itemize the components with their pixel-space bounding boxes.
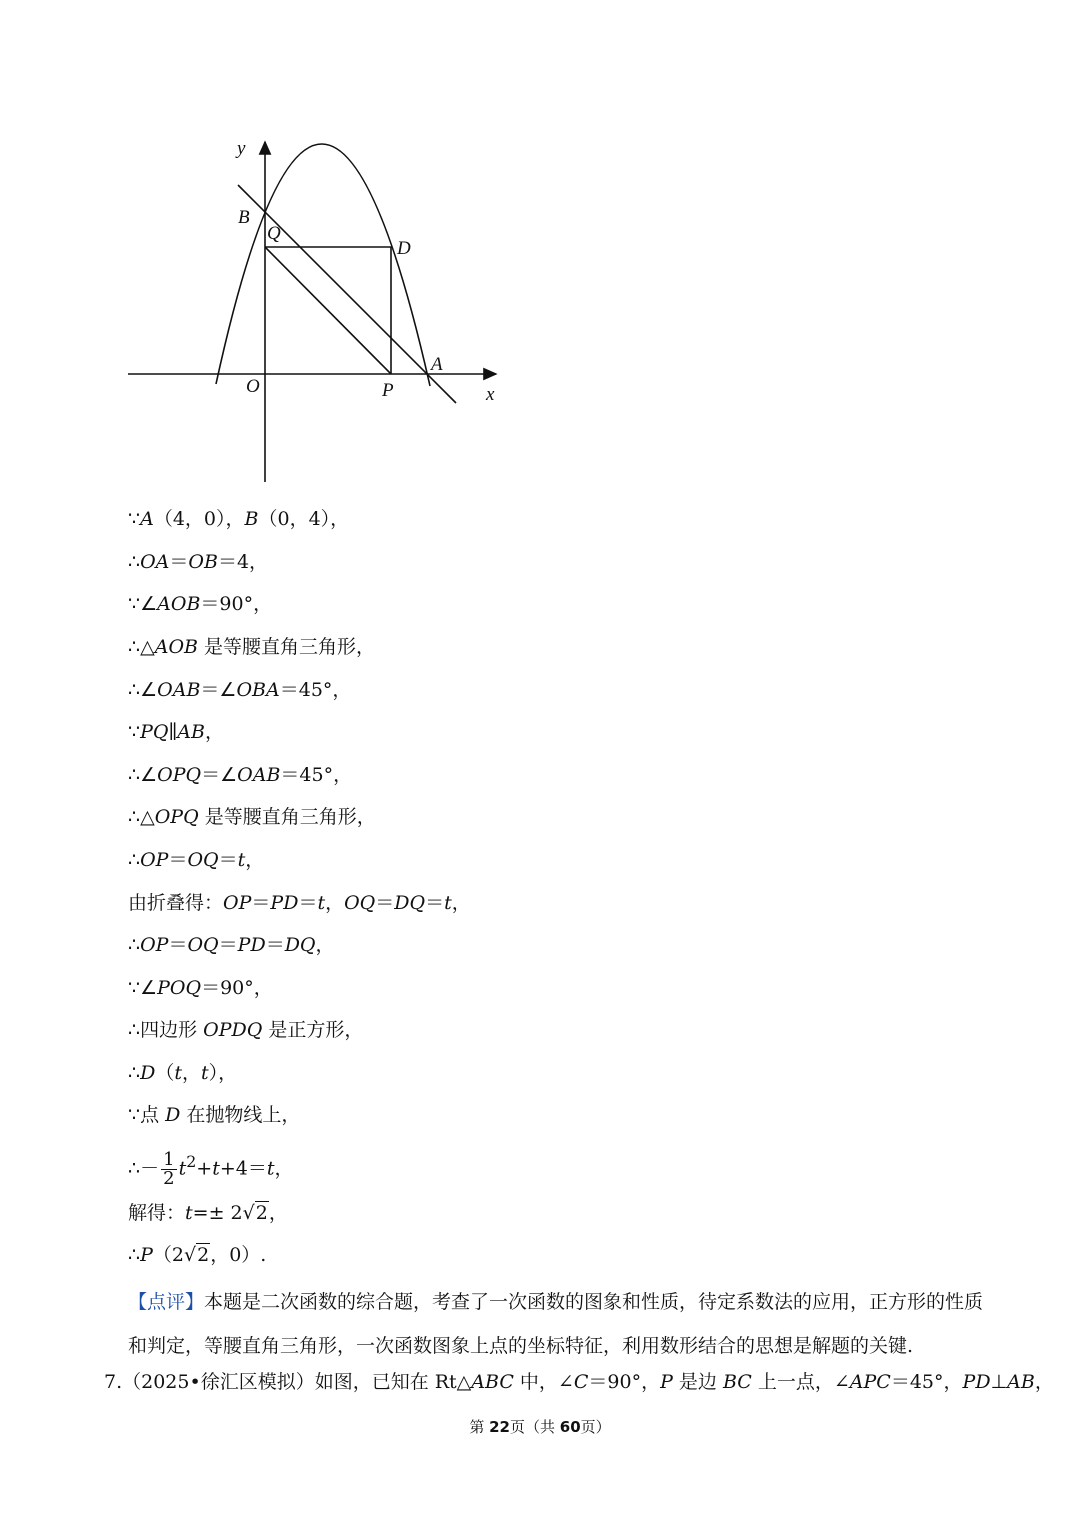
label-p: P	[382, 380, 394, 401]
eq: ＝	[251, 892, 271, 914]
label-d: D	[397, 238, 411, 259]
comma: ，	[325, 892, 345, 914]
parabola-curve	[216, 144, 430, 386]
therefore-symbol: ∴	[128, 679, 141, 701]
seg-oq: OQ	[187, 934, 219, 956]
step-9	[128, 846, 264, 874]
therefore-symbol: ∴	[128, 1019, 141, 1041]
comma: ，	[268, 1202, 288, 1224]
therefore-symbol: ∴	[128, 1062, 141, 1084]
q7-text: 是边	[672, 1371, 723, 1393]
var-t: t	[201, 1062, 209, 1084]
minus: －	[140, 1157, 160, 1180]
review-tag: 【点评】	[128, 1291, 205, 1313]
parabola-figure	[120, 130, 510, 490]
eq: ＝	[168, 849, 188, 871]
triangle-symbol: △	[140, 806, 155, 828]
step-12	[128, 974, 273, 1002]
comma: ，	[315, 934, 335, 956]
comma: ，	[181, 1062, 201, 1084]
therefore-symbol: ∴	[128, 764, 141, 786]
label-a: A	[431, 354, 443, 375]
angle-symbol: ∠	[140, 764, 158, 786]
triangle-symbol: △	[140, 636, 155, 658]
review-paragraph	[128, 1280, 984, 1368]
eq: ＝	[201, 764, 221, 786]
step-8	[128, 803, 376, 831]
angle-oab: OAB	[157, 679, 201, 701]
radicand: 2	[197, 1244, 210, 1266]
plus: +	[196, 1157, 213, 1180]
eq: ＝	[425, 892, 445, 914]
q7-text: 上一点，∠	[751, 1371, 850, 1393]
q7-text: 7.（2025•徐汇区模拟）如图，已知在 Rt△	[104, 1371, 472, 1393]
because-symbol: ∵	[128, 977, 141, 999]
therefore-symbol: ∴	[128, 934, 141, 956]
angle-oba: OBA	[236, 679, 280, 701]
var-t: t	[266, 1157, 275, 1180]
seg-dq: DQ	[394, 892, 426, 914]
angle-aob: AOB	[157, 593, 201, 615]
text: （2	[152, 1244, 184, 1266]
var-t: t	[212, 1157, 220, 1180]
text: 点	[140, 1104, 166, 1126]
seg-pd: PD	[237, 934, 266, 956]
step-10	[128, 889, 471, 917]
label-q: Q	[267, 223, 281, 244]
sqrt-symbol: √	[242, 1202, 255, 1224]
step-6	[128, 718, 224, 746]
comma: ，	[245, 849, 265, 871]
comma: ，	[204, 721, 224, 743]
denominator: 2	[163, 1167, 175, 1189]
eq: ＝	[265, 934, 285, 956]
eq: ＝	[218, 934, 238, 956]
var-b: B	[244, 508, 259, 530]
label-origin: O	[246, 376, 260, 397]
step-2	[128, 548, 268, 576]
text: ，0）.	[210, 1244, 267, 1266]
coord-a: （4，0），	[153, 508, 245, 530]
seg-pd: PD	[962, 1371, 991, 1393]
text: 是等腰直角三角形，	[197, 636, 376, 658]
eq: ＝	[218, 849, 238, 871]
tri-aob: AOB	[154, 636, 198, 658]
value: ＝4，	[217, 551, 269, 573]
eq: ＝	[169, 551, 189, 573]
var-t: t	[174, 1062, 182, 1084]
text: 由折叠得：	[128, 892, 224, 914]
coord-b: （0，4），	[258, 508, 350, 530]
seg-pq: PQ	[140, 721, 169, 743]
value: ＝45°，	[279, 679, 352, 701]
angle-poq: POQ	[157, 977, 202, 999]
step-13	[128, 1016, 363, 1044]
figure-svg	[120, 130, 510, 490]
eq: ＝	[298, 892, 318, 914]
var-t: t	[444, 892, 452, 914]
parallel-symbol: ∥	[168, 721, 178, 743]
sqrt-symbol: √	[183, 1244, 197, 1266]
footer-text: 页（共	[509, 1418, 560, 1436]
page-number: 22	[489, 1418, 510, 1436]
seg-bc: BC	[722, 1371, 752, 1393]
paren: ），	[208, 1062, 238, 1084]
value: ＝90°，	[201, 977, 273, 999]
point-d: D	[140, 1062, 156, 1084]
numerator: 1	[163, 1148, 175, 1170]
sqrt-two	[243, 1201, 269, 1224]
perp-symbol: ⊥	[990, 1371, 1008, 1393]
footer-text: 第	[469, 1418, 490, 1436]
seg-op: OP	[223, 892, 252, 914]
therefore-symbol: ∴	[128, 636, 141, 658]
angle-symbol: ∠	[220, 764, 238, 786]
var-t: t	[237, 849, 246, 871]
eq: ＝	[375, 892, 395, 914]
angle-symbol: ∠	[219, 679, 237, 701]
value: ＝45°，	[280, 764, 353, 786]
eq: ＝	[168, 934, 188, 956]
quad-opdq: OPDQ	[203, 1019, 263, 1041]
seg-oa: OA	[140, 551, 170, 573]
sqrt-two	[184, 1243, 210, 1266]
step-5	[128, 676, 351, 704]
tri-opq: OPQ	[154, 806, 199, 828]
seg-ob: OB	[188, 551, 218, 573]
q7-text: ＝45°，	[890, 1371, 963, 1393]
because-symbol: ∵	[128, 508, 141, 530]
var-t: t	[178, 1157, 187, 1180]
therefore-symbol: ∴	[128, 849, 141, 871]
text: 在抛物线上，	[180, 1104, 301, 1126]
seg-op: OP	[140, 934, 169, 956]
label-y-axis: y	[237, 138, 246, 159]
comma: ，	[1034, 1371, 1054, 1393]
total-pages: 60	[559, 1418, 581, 1436]
step-1	[128, 505, 349, 533]
seg-oq: OQ	[344, 892, 376, 914]
var-a: A	[140, 508, 154, 530]
angle-opq: OPQ	[157, 764, 202, 786]
text: +4＝	[219, 1157, 267, 1180]
step-15	[128, 1101, 300, 1129]
because-symbol: ∵	[128, 721, 141, 743]
step-14	[128, 1059, 237, 1087]
label-b: B	[238, 207, 250, 228]
text: =± 2	[192, 1202, 243, 1224]
exponent: 2	[186, 1152, 197, 1171]
therefore-symbol: ∴	[128, 806, 141, 828]
seg-op: OP	[140, 849, 169, 871]
seg-ab: AB	[1007, 1371, 1035, 1393]
point-p: P	[140, 1244, 153, 1266]
question-7	[104, 1368, 1054, 1396]
point-p: P	[660, 1371, 673, 1393]
eq: ＝	[200, 679, 220, 701]
step-7	[128, 761, 352, 789]
text: 是正方形，	[262, 1019, 364, 1041]
step-11	[128, 931, 335, 959]
footer-text: 页）	[580, 1418, 611, 1436]
therefore-symbol: ∴	[128, 1157, 141, 1180]
angle-oab: OAB	[237, 764, 281, 786]
page-footer	[0, 1416, 1080, 1437]
q7-text: 中，∠	[513, 1371, 574, 1393]
angle-apc: APC	[849, 1371, 891, 1393]
angle-c: C	[573, 1371, 589, 1393]
seg-oq: OQ	[187, 849, 219, 871]
because-symbol: ∵	[128, 593, 141, 615]
therefore-symbol: ∴	[128, 551, 141, 573]
angle-symbol: ∠	[140, 679, 158, 701]
step-18	[128, 1241, 266, 1269]
angle-symbol: ∠	[140, 593, 158, 615]
seg-pd: PD	[270, 892, 299, 914]
step-16	[128, 1140, 294, 1190]
radicand: 2	[255, 1202, 268, 1224]
tri-abc: ABC	[471, 1371, 514, 1393]
text: 解得：	[128, 1202, 186, 1224]
value: ＝90°，	[200, 593, 273, 615]
fraction-half	[161, 1148, 176, 1189]
q7-text: ＝90°，	[588, 1371, 661, 1393]
line-ab	[238, 185, 456, 403]
seg-ab: AB	[177, 721, 205, 743]
because-symbol: ∵	[128, 1104, 141, 1126]
therefore-symbol: ∴	[128, 1244, 141, 1266]
text: 四边形	[140, 1019, 204, 1041]
var-t: t	[185, 1202, 193, 1224]
line-pq	[265, 247, 391, 374]
step-17	[128, 1199, 288, 1227]
step-3	[128, 590, 272, 618]
comma: ，	[451, 892, 471, 914]
comma: ，	[274, 1157, 294, 1180]
label-x-axis: x	[486, 384, 495, 405]
review-text: 本题是二次函数的综合题，考查了一次函数的图象和性质，待定系数法的应用，正方形的性质和判定，等腰直角三角形，一次函数图象上点的坐标特征，利用数形结合的思想是解题的关键.	[128, 1291, 984, 1357]
text: 是等腰直角三角形，	[198, 806, 376, 828]
point-d: D	[165, 1104, 181, 1126]
step-4	[128, 633, 375, 661]
paren: （	[155, 1062, 175, 1084]
seg-dq: DQ	[284, 934, 316, 956]
var-t: t	[317, 892, 326, 914]
angle-symbol: ∠	[140, 977, 158, 999]
